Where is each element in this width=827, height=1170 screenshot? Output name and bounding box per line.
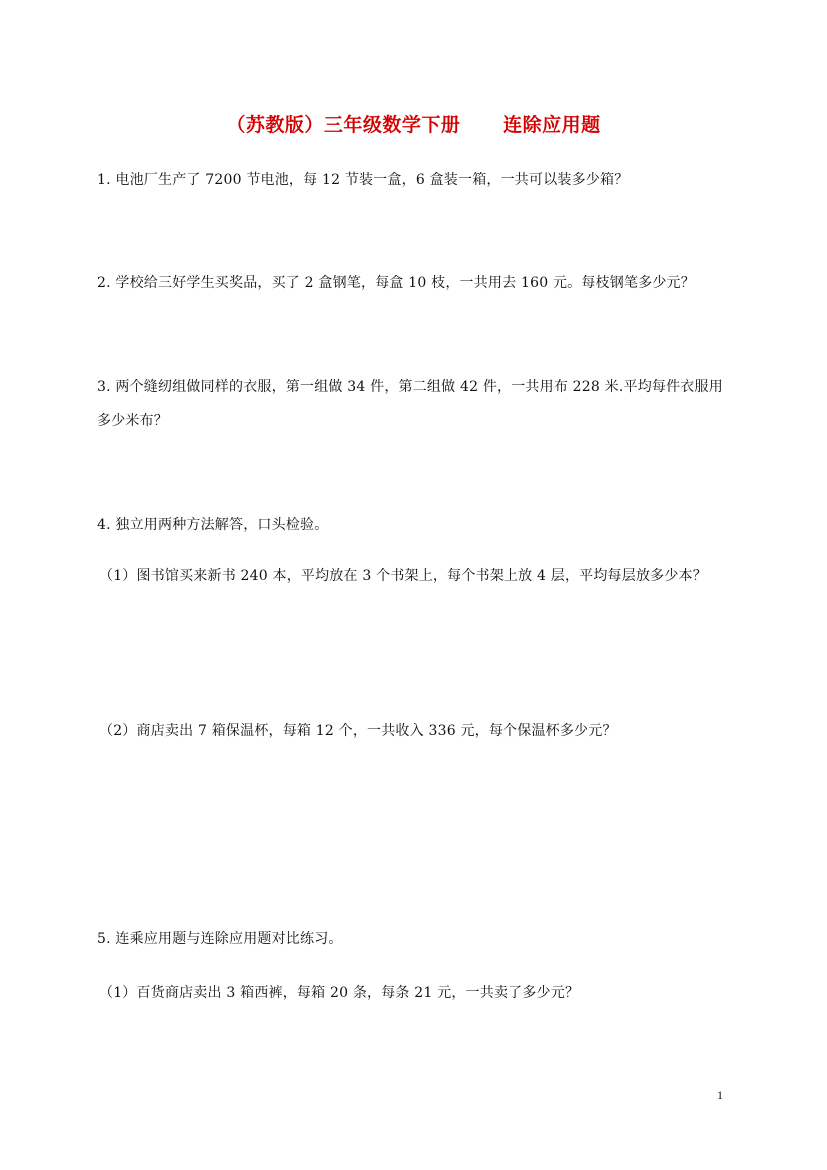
question-1: 1. 电池厂生产了 7200 节电池，每 12 节装一盒，6 盒装一箱，一共可以装多少箱？ (97, 172, 629, 188)
page-title: （苏教版）三年级数学下册 连除应用题 (226, 114, 601, 136)
question-4: 4. 独立用两种方法解答，口头检验。 (97, 517, 329, 533)
question-2: 2. 学校给三好学生买奖品，买了 2 盒钢笔，每盒 10 枝，一共用去 160 元。每枝钢笔多少元？ (97, 275, 695, 291)
question-5-part-1: （1）百货商店卖出 3 箱西裤，每箱 20 条，每条 21 元，一共卖了多少元？ (99, 985, 580, 1001)
question-4-part-2: （2）商店卖出 7 箱保温杯，每箱 12 个，一共收入 336 元，每个保温杯多少元？ (99, 723, 617, 739)
question-3-line-2: 多少米布？ (97, 413, 168, 429)
question-4-part-1: （1）图书馆买来新书 240 本，平均放在 3 个书架上，每个书架上放 4 层，平均每层放多少本？ (99, 568, 707, 584)
page-number: 1 (717, 1088, 723, 1102)
question-3-line-1: 3. 两个缝纫组做同样的衣服，第一组做 34 件，第二组做 42 件，一共用布 228 米.平均每件衣服用 (97, 379, 723, 395)
question-5: 5. 连乘应用题与连除应用题对比练习。 (97, 931, 343, 947)
